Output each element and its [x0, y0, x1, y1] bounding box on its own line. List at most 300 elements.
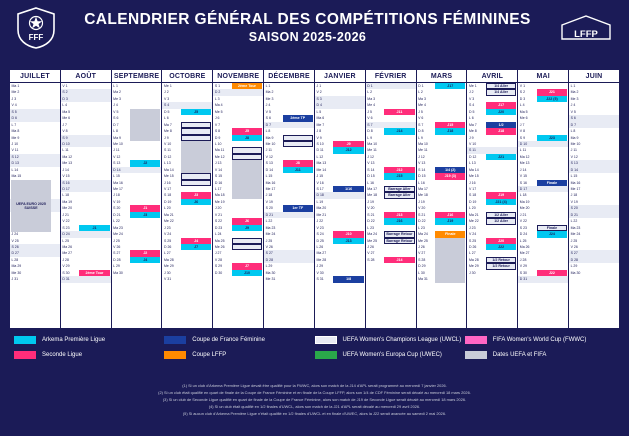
day-label: Me 4 — [418, 103, 426, 108]
calendar-day-row — [518, 276, 568, 282]
day-label: V 12 — [570, 154, 578, 159]
day-label: D 15 — [418, 174, 426, 179]
euro-2025-block: UEFA EURO 2025 SUISSE — [11, 180, 51, 232]
fff-crest-icon — [14, 5, 58, 51]
day-label: D 21 — [113, 212, 121, 217]
day-event-cell — [181, 276, 211, 282]
day-label: L 13 — [468, 161, 476, 166]
month-column — [315, 70, 366, 328]
day-event-cell: 1/2 Retour — [486, 263, 516, 269]
calendar-day-row — [162, 276, 212, 282]
day-label: L 29 — [570, 264, 578, 269]
months-container — [10, 70, 619, 328]
day-label: J 7 — [519, 122, 525, 127]
day-event-cell: J19 — [486, 192, 516, 198]
day-label: Ma 23 — [113, 225, 123, 230]
day-label: V 10 — [163, 141, 172, 146]
day-event-cell: Barrage Retour — [384, 231, 414, 237]
day-label: Me 2 — [11, 90, 20, 95]
day-label: D 14 — [570, 167, 579, 172]
day-label: V 28 — [214, 257, 223, 262]
day-label: S 20 — [113, 206, 121, 211]
day-event-cell: J3 — [130, 212, 160, 218]
day-label: Me 3 — [113, 96, 121, 101]
day-label: Me 20 — [62, 206, 73, 211]
day-label: V 5 — [113, 109, 119, 114]
day-label: S 11 — [163, 148, 171, 153]
day-label: S 16 — [62, 180, 70, 185]
day-label: Me 14 — [316, 167, 327, 172]
day-label: S 31 — [316, 277, 324, 282]
day-label: S 9 — [62, 135, 68, 140]
day-event-cell: J11 — [283, 167, 313, 173]
day-event-cell: J19 — [435, 218, 465, 224]
day-event-cell: J1 — [79, 225, 109, 231]
day-label: S 16 — [519, 180, 527, 185]
day-label: J 6 — [214, 116, 220, 121]
day-event-cell: J22 (5) — [537, 96, 567, 102]
day-event-cell: J22 — [486, 244, 516, 250]
day-label: L 1 — [265, 84, 271, 88]
day-label: S 6 — [265, 116, 271, 121]
day-label: J 13 — [214, 161, 222, 166]
day-label: J 28 — [62, 257, 69, 262]
day-event-cell: Finale — [537, 180, 567, 186]
day-label: Ma 29 — [11, 264, 22, 269]
day-label: Me 7 — [316, 122, 325, 127]
month-days — [315, 83, 365, 328]
month-days — [467, 83, 517, 328]
day-event-cell: J21 (4) — [486, 199, 516, 205]
day-label: Me 30 — [11, 270, 22, 275]
legend — [14, 336, 615, 359]
day-event-cell: J24 — [537, 231, 567, 237]
day-event-cell: J3 — [181, 192, 211, 198]
month-column — [61, 70, 112, 328]
day-label: V 17 — [468, 187, 477, 191]
month-column — [112, 70, 163, 328]
day-label: J 11 — [265, 148, 272, 153]
day-label: V 22 — [519, 219, 527, 224]
day-label: D 7 — [113, 122, 119, 127]
day-label: L 9 — [418, 135, 423, 140]
month-header: JANVIER — [315, 70, 365, 83]
legend-swatch — [315, 336, 337, 344]
day-label: Me 26 — [214, 244, 225, 249]
day-label: L 4 — [62, 103, 68, 108]
day-label: S 27 — [265, 251, 273, 256]
day-label: Me 27 — [62, 251, 73, 256]
day-label: V 26 — [113, 244, 121, 249]
day-label: Me 13 — [62, 161, 73, 166]
day-label: Me 8 — [163, 129, 172, 134]
day-label: L 6 — [468, 116, 474, 121]
day-label: L 7 — [11, 122, 17, 127]
day-event-cell: J5 — [232, 128, 262, 134]
day-label: D 5 — [163, 109, 170, 114]
day-label: D 14 — [113, 167, 121, 172]
day-label: J 16 — [468, 180, 476, 185]
calendar-day-row — [569, 270, 619, 276]
day-label: S 13 — [265, 161, 273, 166]
legend-group — [465, 336, 615, 359]
month-header: AVRIL — [467, 70, 517, 83]
day-label: D 28 — [570, 257, 579, 262]
day-label: Me 17 — [265, 187, 276, 191]
day-label: J 25 — [265, 238, 273, 243]
footnote-line: (4) Si un club était qualifié en 1/2 finales d'UWCL, alors son match de la J21 d'APL serait décalé au mercredi 29 avril 2026. — [208, 404, 421, 409]
day-label: J 18 — [570, 193, 578, 198]
day-label: Ma 17 — [418, 187, 428, 191]
day-event-cell: J14 — [384, 257, 414, 263]
legend-item — [164, 336, 314, 344]
day-label: D 31 — [519, 277, 528, 282]
day-label: Me 24 — [265, 232, 276, 237]
legend-item — [315, 351, 465, 359]
day-label: Me 18 — [367, 193, 378, 198]
calendar-day-row — [61, 276, 111, 282]
day-label: J 29 — [316, 264, 324, 269]
day-label: L 22 — [570, 219, 578, 224]
day-label: D 4 — [316, 103, 322, 108]
day-label: Ma 21 — [468, 212, 479, 217]
day-label: V 7 — [214, 122, 221, 127]
day-label: V 14 — [214, 167, 223, 172]
month-days — [112, 83, 162, 328]
legend-swatch — [465, 336, 487, 344]
day-label: J 5 — [367, 109, 372, 114]
day-event-cell: 1/16 — [333, 186, 363, 192]
day-label: L 22 — [113, 219, 120, 224]
calendar-day-row — [366, 257, 416, 263]
month-column — [417, 70, 468, 328]
month-days — [61, 83, 111, 328]
day-label: D 22 — [418, 219, 426, 224]
legend-group — [164, 336, 314, 359]
day-label: L 16 — [367, 180, 374, 185]
month-days — [569, 83, 619, 328]
day-event-cell: J16 — [435, 212, 465, 218]
day-label: V 5 — [570, 109, 576, 114]
day-label: L 8 — [570, 129, 576, 134]
day-label: V 10 — [468, 141, 477, 146]
day-label: Ma 28 — [163, 257, 174, 262]
day-label: L 23 — [367, 225, 374, 230]
day-label: Ma 31 — [418, 277, 428, 282]
day-event-cell: Finale — [435, 231, 465, 237]
day-event-cell: J6 — [232, 218, 262, 224]
day-label: S 13 — [113, 161, 121, 166]
day-label: L 13 — [163, 161, 171, 166]
day-label: Me 11 — [367, 148, 377, 153]
day-label: S 27 — [570, 251, 578, 256]
day-label: D 7 — [570, 122, 577, 127]
day-label: D 2 — [214, 90, 221, 95]
day-label: Me 10 — [265, 141, 276, 146]
month-days — [162, 83, 212, 328]
day-event-cell: J12 — [384, 167, 414, 173]
legend-swatch — [164, 351, 186, 359]
day-label: V 1 — [519, 84, 526, 88]
month-header: OCTOBRE — [162, 70, 212, 83]
legend-label: Seconde Ligue — [42, 352, 83, 358]
day-label: Ma 2 — [265, 90, 274, 95]
day-label: S 23 — [519, 225, 527, 230]
day-label: V 25 — [11, 238, 19, 243]
day-label: Ma 21 — [163, 212, 174, 217]
day-label: V 30 — [316, 270, 324, 275]
day-label: J 14 — [519, 167, 527, 172]
day-event-cell: J20 — [486, 109, 516, 115]
day-event-cell: 1/4 Aller — [486, 89, 516, 95]
legend-swatch — [14, 336, 36, 344]
month-days — [417, 83, 467, 328]
day-label: Ma 16 — [113, 180, 123, 185]
day-label: J 19 — [418, 199, 425, 204]
day-event-cell: Finale — [537, 225, 567, 231]
day-label: Me 4 — [367, 103, 376, 108]
day-event-cell: 2ème TP — [283, 115, 313, 121]
day-label: Ma 17 — [367, 187, 378, 191]
day-label: J 20 — [214, 206, 222, 211]
day-label: S 12 — [11, 154, 19, 159]
lffp-logo — [557, 13, 615, 43]
day-label: L 9 — [367, 135, 373, 140]
day-label: Me 24 — [113, 232, 123, 237]
day-label: S 28 — [418, 257, 426, 262]
day-label: Ma 3 — [418, 96, 426, 101]
day-label: V 17 — [163, 187, 172, 191]
day-label: D 17 — [519, 187, 528, 191]
day-label: Ma 7 — [163, 122, 172, 127]
day-label: D 18 — [316, 193, 324, 198]
day-label: L 5 — [316, 109, 322, 114]
legend-swatch — [164, 336, 186, 344]
day-label: S 3 — [316, 96, 322, 101]
day-event-cell: J15 — [435, 122, 465, 128]
day-label: J 15 — [316, 174, 324, 179]
day-label: J 21 — [519, 212, 527, 217]
day-label: Ma 27 — [316, 251, 327, 256]
day-label: J 22 — [316, 219, 324, 224]
day-label: J 21 — [62, 212, 69, 217]
page-subtitle: SAISON 2025-2026 — [248, 30, 367, 44]
month-days — [213, 83, 263, 328]
day-label: Me 5 — [214, 109, 223, 114]
day-label: D 3 — [62, 96, 68, 101]
day-label: D 23 — [214, 225, 223, 230]
calendar-day-row — [467, 270, 517, 276]
day-label: S 20 — [265, 206, 273, 211]
day-label: S 14 — [418, 167, 426, 172]
day-label: Me 20 — [519, 206, 530, 211]
day-event-cell: J7 — [232, 263, 262, 269]
day-label: J 19 — [367, 199, 374, 204]
day-event-cell: J10 — [232, 270, 262, 276]
day-label: L 27 — [468, 251, 476, 256]
day-label: D 31 — [62, 277, 70, 282]
day-label: Me 10 — [113, 141, 123, 146]
day-label: S 15 — [214, 174, 223, 179]
day-label: V 21 — [214, 212, 223, 217]
day-label: Ma 1 — [11, 84, 20, 88]
day-label: Me 22 — [468, 219, 479, 224]
day-label: L 14 — [11, 167, 19, 172]
day-label: V 12 — [265, 154, 273, 159]
day-event-cell: J7 — [181, 244, 211, 250]
day-label: L 8 — [113, 129, 118, 134]
legend-label: Coupe de France Féminine — [192, 337, 265, 343]
day-label: Ma 25 — [214, 238, 225, 243]
month-header: NOVEMBRE — [213, 70, 263, 83]
day-label: J 18 — [113, 193, 120, 198]
day-label: Me 13 — [519, 161, 530, 166]
day-label: L 22 — [265, 219, 273, 224]
day-label: Ma 13 — [316, 161, 327, 166]
day-label: V 31 — [163, 277, 172, 282]
day-label: L 29 — [265, 264, 273, 269]
day-label: Ma 9 — [265, 135, 274, 140]
legend-item — [14, 336, 164, 344]
day-event-cell: J13 — [333, 238, 363, 244]
header — [0, 0, 629, 52]
legend-item — [14, 351, 164, 359]
footnote-line: (3) Si un club de Seconde Ligue qualifié en quart de finale de la Coupe de France Féminine, alors son match de J19 de Seconde Ligue serait décalé au mercredi 18 mars 2026. — [162, 397, 467, 402]
day-label: V 16 — [316, 180, 324, 185]
day-label: L 15 — [265, 174, 273, 179]
calendar-day-row — [112, 270, 162, 276]
day-label: S 4 — [468, 103, 475, 108]
day-label: J 4 — [570, 103, 576, 108]
day-label: Me 3 — [265, 96, 274, 101]
day-label: L 19 — [316, 199, 324, 204]
day-label: Ma 3 — [367, 96, 376, 101]
day-label: V 19 — [265, 199, 273, 204]
day-event-cell — [435, 276, 465, 282]
day-label: Me 18 — [418, 193, 428, 198]
day-label: D 13 — [11, 161, 19, 166]
day-label: J 25 — [113, 238, 120, 243]
day-label: D 22 — [367, 219, 375, 224]
day-label: Me 8 — [468, 129, 477, 134]
day-event-cell: 1/2 Retour — [486, 257, 516, 263]
day-label: S 30 — [519, 270, 527, 275]
day-event-cell: J18 — [486, 128, 516, 134]
day-label: L 25 — [519, 238, 527, 243]
day-label: Ma 4 — [214, 103, 223, 108]
day-label: Me 6 — [62, 116, 71, 121]
footnote-line: (1) Si un club d'Arkema Première Ligue devait être qualifié pour la FWWC, alors son match de la J14 d'APL serait programmé au mercredi 7 janvier 2026. — [182, 383, 447, 388]
day-label: V 26 — [570, 244, 578, 249]
legend-item — [315, 336, 465, 344]
day-label: V 19 — [113, 199, 121, 204]
day-event-cell: J19 (3) — [435, 173, 465, 179]
day-label: Ma 12 — [62, 154, 73, 159]
day-label: V 27 — [418, 251, 426, 256]
day-label: L 27 — [163, 251, 171, 256]
day-label: D 17 — [62, 187, 70, 191]
day-label: L 12 — [316, 154, 324, 159]
day-label: D 21 — [265, 212, 274, 217]
day-label: S 20 — [570, 206, 578, 211]
day-label: L 1 — [113, 84, 118, 88]
day-event-cell: J11 — [384, 109, 414, 115]
day-label: Me 1 — [163, 84, 172, 88]
day-label: J 30 — [163, 270, 171, 275]
month-column — [518, 70, 569, 328]
day-event-cell: J6 — [181, 199, 211, 205]
day-label: Ma 24 — [418, 232, 428, 237]
day-label: D 24 — [519, 232, 528, 237]
day-event-cell: 1/4 (2) — [435, 167, 465, 173]
day-label: D 19 — [468, 199, 477, 204]
page-title: CALENDRIER GÉNÉRAL DES COMPÉTITIONS FÉMININES — [84, 11, 531, 28]
day-label: S 6 — [570, 116, 576, 121]
day-label: S 18 — [163, 193, 172, 198]
day-label: S 29 — [214, 264, 223, 269]
day-label: S 26 — [11, 244, 19, 249]
day-label: J 9 — [468, 135, 474, 140]
day-event-cell: J9 — [232, 225, 262, 231]
day-label: S 18 — [468, 193, 477, 198]
day-label: L 20 — [163, 206, 171, 211]
day-label: D 10 — [62, 141, 70, 146]
day-label: V 2 — [316, 90, 322, 95]
month-days — [518, 83, 568, 328]
day-label: Ma 6 — [316, 116, 325, 121]
day-label: V 24 — [468, 232, 477, 237]
day-label: J 18 — [265, 193, 273, 198]
day-label: J 25 — [570, 238, 578, 243]
day-label: L 3 — [214, 96, 220, 101]
day-event-cell: J21 — [486, 154, 516, 160]
day-label: L 20 — [468, 206, 476, 211]
legend-item — [465, 336, 615, 344]
day-event-cell: 2ème Tour — [79, 270, 109, 276]
day-label: L 2 — [367, 90, 373, 95]
day-label: J 14 — [62, 167, 69, 172]
day-label: J 7 — [62, 122, 67, 127]
legend-swatch — [14, 351, 36, 359]
day-label: Ma 19 — [519, 199, 530, 204]
day-label: V 11 — [11, 148, 19, 153]
day-label: Ma 14 — [163, 167, 174, 172]
day-label: Ma 2 — [113, 90, 121, 95]
day-label: Ma 8 — [11, 129, 20, 134]
day-label: L 10 — [214, 141, 222, 146]
day-event-cell: J12 — [333, 147, 363, 153]
day-label: L 15 — [113, 174, 120, 179]
day-label: L 16 — [418, 180, 425, 185]
day-label: Me 1 — [468, 84, 477, 88]
day-event-cell — [130, 270, 160, 276]
day-label: L 17 — [214, 187, 222, 191]
svg-text:LFFP: LFFP — [574, 29, 598, 40]
day-label: S 30 — [62, 270, 70, 275]
day-label: Ma 2 — [570, 90, 579, 95]
day-label: J 8 — [316, 129, 322, 134]
day-label: S 9 — [519, 135, 526, 140]
day-label: S 1 — [214, 84, 221, 88]
day-label: L 29 — [113, 264, 120, 269]
day-label: L 15 — [570, 174, 578, 179]
day-label: S 14 — [367, 167, 375, 172]
day-label: Ma 9 — [570, 135, 579, 140]
day-label: Ma 15 — [11, 174, 22, 179]
day-label: J 30 — [468, 270, 476, 275]
day-label: Me 21 — [316, 212, 327, 217]
day-event-cell — [79, 276, 109, 282]
